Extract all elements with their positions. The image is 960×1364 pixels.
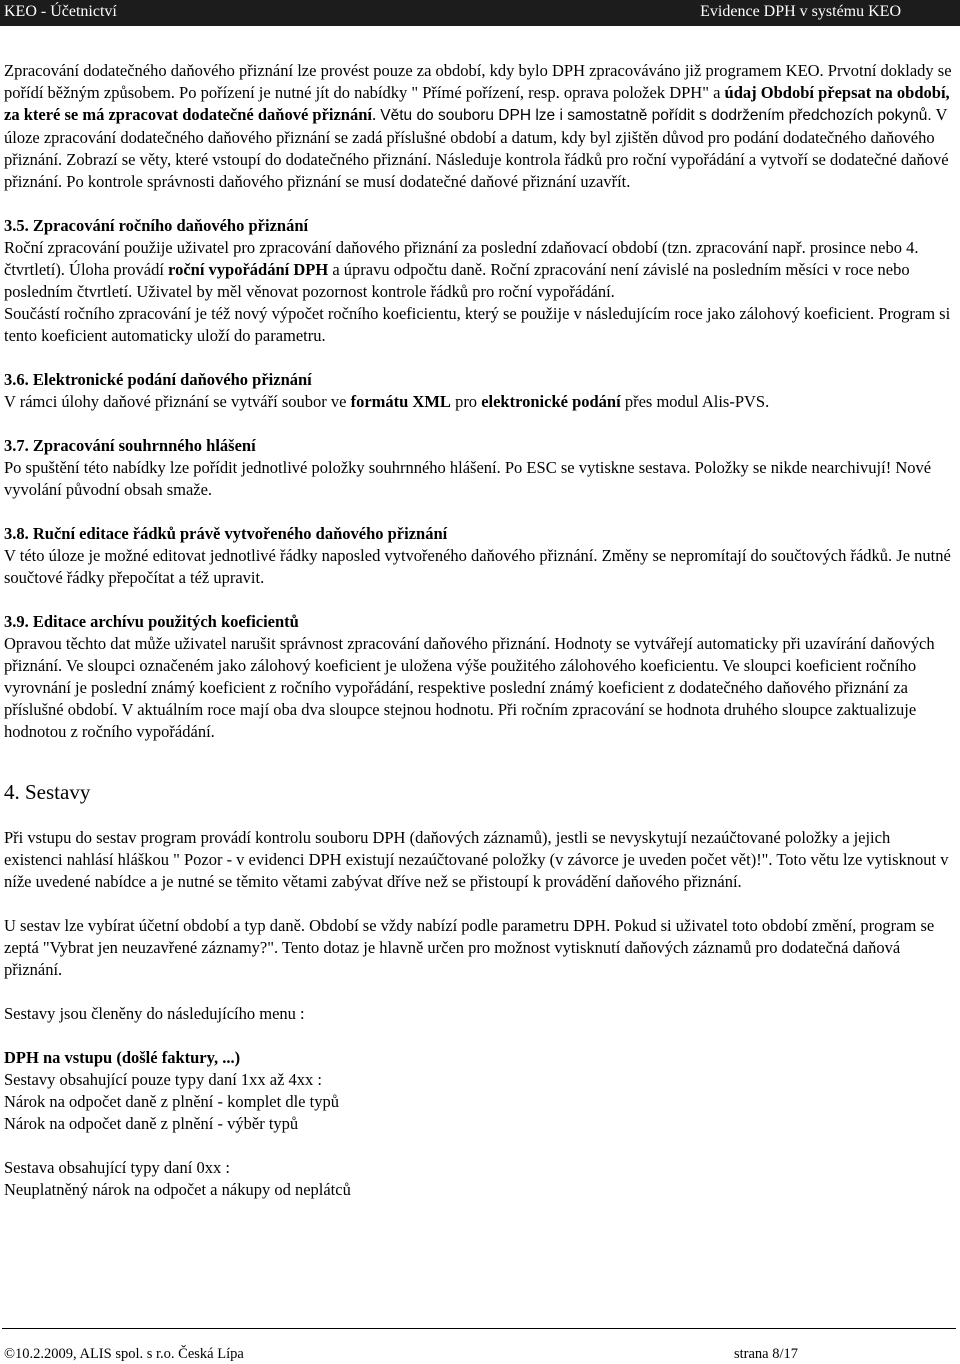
text-run: Po spuštění této nabídky lze pořídit jednotlivé položky souhrnného hlášení. Po ESC se vytiskne sestava. Položky se nikde nearchivují! Nové vyvolání původní obsah smaže. — [4, 458, 932, 499]
page-header — [0, 0, 960, 26]
paragraph — [4, 915, 952, 981]
text-run: Opravou těchto dat může uživatel narušit správnost zpracování daňového přiznání. Hodnoty se vytvářejí automaticky při uzavírání daňových přiznání. Ve sloupci označeném jako zálohový koeficient je uložena výše použitého zálohového koeficientu. Ve sloupci koeficient ročního vyrovnání je poslední známý koeficient z ročního vypořádání, respektive poslední známý koeficient z dodatečného daňového přiznání za příslušné období. V aktuálním roce mají oba dva sloupce stejnou hodnotu. Při ročním zpracování se hodnota druhého sloupce zaktualizuje hodnotou z ročního vypořádání. — [4, 634, 935, 741]
footer-rule — [2, 1328, 956, 1329]
text-run: Při vstupu do sestav program provádí kontrolu souboru DPH (daňových záznamů), jestli se nevyskytují nezaúčtované položky a jejich existenci nahlásí hláškou " Pozor - v evidenci DPH existují nezaúčtované položky (v závorce je uveden počet vět)!". Toto větu lze vytisknout v níže uvedené nabídce a je nutné se těmito větami zabývat dříve než se přistoupí k provádění daňového přiznání. — [4, 828, 949, 891]
paragraph — [4, 60, 952, 193]
chapter-heading — [4, 779, 952, 805]
paragraph — [4, 827, 952, 893]
paragraph — [4, 1091, 952, 1113]
text-run: Neuplatněný nárok na odpočet a nákupy od neplátců — [4, 1180, 351, 1199]
section-heading — [4, 611, 952, 633]
text-run: . — [372, 105, 381, 124]
section-heading — [4, 369, 952, 391]
text-run: pro — [450, 392, 482, 411]
footer-page-number: strana 8/17 — [734, 1346, 799, 1362]
text-run: Sestavy jsou členěny do následujícího menu : — [4, 1004, 305, 1023]
paragraph — [4, 303, 952, 347]
text-run: přes modul Alis-PVS. — [620, 392, 770, 411]
header-right-title: Evidence DPH v systému KEO — [700, 3, 901, 20]
bold-text: roční vypořádání DPH — [168, 260, 329, 279]
footer-copyright: ©10.2.2009, ALIS spol. s r.o. Česká Lípa — [4, 1346, 244, 1362]
text-run: Součástí ročního zpracování je též nový výpočet ročního koeficientu, který se použije v následujícím roce jako zálohový koeficient. Program si tento koeficient automaticky uloží do parametru. — [4, 304, 951, 345]
paragraph — [4, 1003, 952, 1025]
text-run: U sestav lze vybírat účetní období a typ daně. Období se vždy nabízí podle parametru DPH. Pokud si uživatel toto období změní, program se zeptá "Vybrat jen neuzavřené záznamy?". Tento dotaz je hlavně určen pro možnost vytisknutí daňových záznamů pro dodatečná daňová přiznání. — [4, 916, 935, 979]
sans-text: Větu do souboru DPH lze i samostatně pořídit s dodržením předchozích pokynů. — [380, 107, 932, 124]
text-run: Nárok na odpočet daně z plnění - výběr typů — [4, 1114, 299, 1133]
paragraph — [4, 633, 952, 743]
text-run: V úloze zpracování dodatečného daňového přiznání se zadá příslušné období a datum, kdy byl zjištěn důvod pro podání dodatečného daňového přiznání. Zobrazí se věty, které vstoupí do dodatečného přiznání. Následuje kontrola řádků pro roční vypořádání a vytvoří se dodatečné daňové přiznání. Po kontrole správnosti daňového přiznání se musí dodatečné daňové přiznání uzavřít. — [4, 105, 949, 191]
text-run: Sestava obsahující typy daní 0xx : — [4, 1158, 230, 1177]
bold-text: 3.5. Zpracování ročního daňového přiznání — [4, 216, 309, 235]
bold-text: DPH na vstupu (došlé faktury, ...) — [4, 1048, 241, 1067]
section-heading — [4, 1047, 952, 1069]
bold-text: údaj Období přepsat na období, za které se má zpracovat dodatečné daňové přiznání — [4, 83, 950, 124]
bold-text: formátu XML — [350, 392, 451, 411]
bold-text: 3.7. Zpracování souhrnného hlášení — [4, 436, 256, 455]
bold-text: 3.9. Editace archívu použitých koeficientů — [4, 612, 299, 631]
text-run: Roční zpracování použije uživatel pro zpracování daňového přiznání za poslední zdaňovací období (tzn. zpracování např. prosince nebo 4. čtvrtletí). Úloha provádí — [4, 238, 919, 279]
section-heading — [4, 523, 952, 545]
text-run: Sestavy obsahující pouze typy daní 1xx až 4xx : — [4, 1070, 323, 1089]
paragraph — [4, 391, 952, 413]
bold-text: 3.8. Ruční editace řádků právě vytvořeného daňového přiznání — [4, 524, 448, 543]
paragraph — [4, 1179, 952, 1201]
paragraph — [4, 457, 952, 501]
document-body — [4, 60, 952, 1201]
paragraph — [4, 1069, 952, 1091]
text-run: Zpracování dodatečného daňového přiznání lze provést pouze za období, kdy bylo DPH zpracováváno již programem KEO. Prvotní doklady se pořídí běžným způsobem. Po pořízení je nutné jít do nabídky " Přímé pořízení, resp. oprava položek DPH" a — [4, 61, 952, 102]
paragraph — [4, 1157, 952, 1179]
bold-text: elektronické podání — [481, 392, 621, 411]
text-run: Nárok na odpočet daně z plnění - komplet dle typů — [4, 1092, 339, 1111]
paragraph — [4, 1113, 952, 1135]
text-run: 4. Sestavy — [4, 780, 91, 804]
section-heading — [4, 215, 952, 237]
paragraph — [4, 545, 952, 589]
header-left-title: KEO - Účetnictví — [4, 3, 117, 20]
section-heading — [4, 435, 952, 457]
bold-text: 3.6. Elektronické podání daňového přiznání — [4, 370, 312, 389]
text-run: V rámci úlohy daňové přiznání se vytváří soubor ve — [4, 392, 351, 411]
text-run: V této úloze je možné editovat jednotlivé řádky naposled vytvořeného daňového přiznání. Změny se nepromítají do součtových řádků. Je nutné součtové řádky přepočítat a též upravit. — [4, 546, 951, 587]
text-run: a úpravu odpočtu daně. Roční zpracování není závislé na posledním měsíci v roce nebo posledním čtvrtletí. Uživatel by měl věnovat pozornost kontrole řádků pro roční vypořádání. — [4, 260, 910, 301]
paragraph — [4, 237, 952, 303]
